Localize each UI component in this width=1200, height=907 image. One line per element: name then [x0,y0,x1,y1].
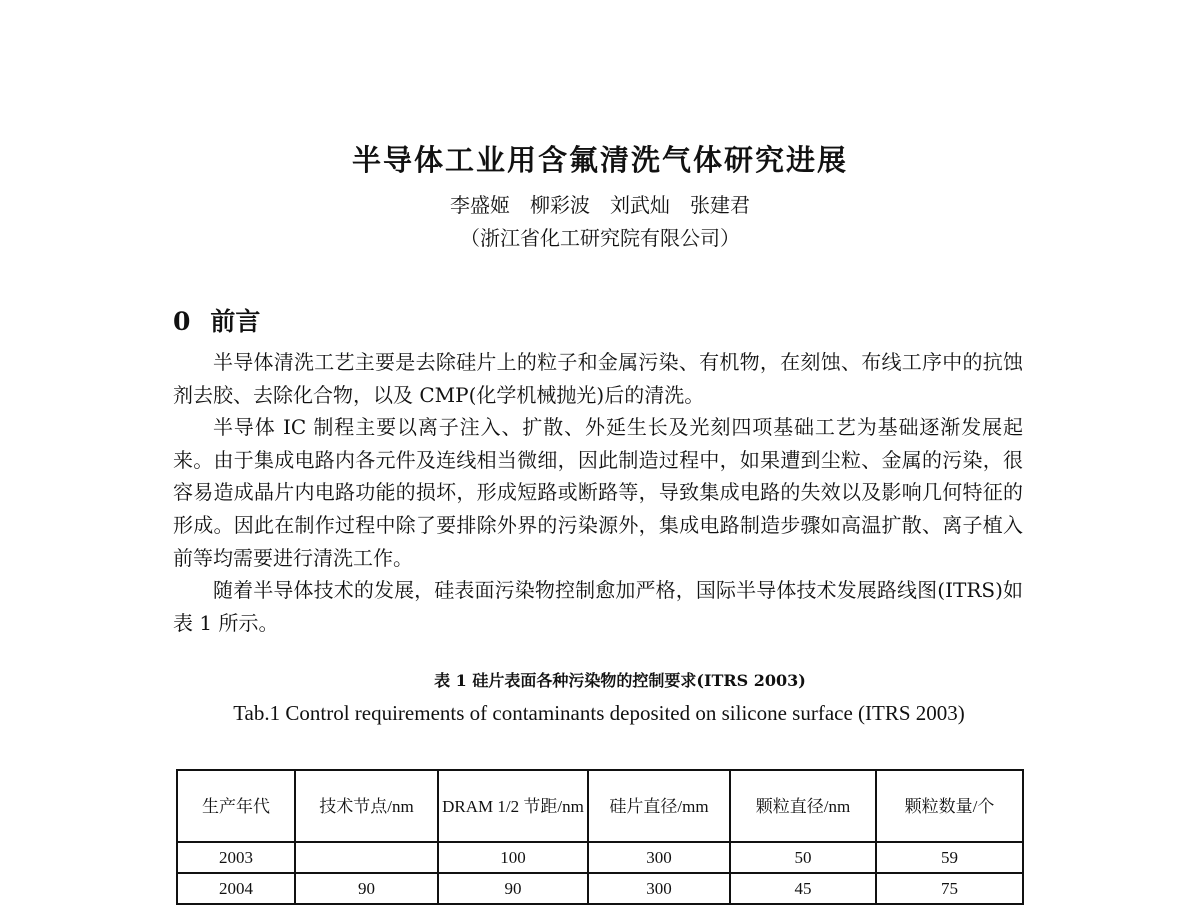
cell-tech-node: 90 [295,873,438,904]
table-caption-english: Tab.1 Control requirements of contaminants deposited on silicone surface (ITRS 2003) [233,701,965,725]
cell-wafer-diameter: 300 [588,842,730,873]
table-row [177,873,1023,904]
table-row [177,842,1023,873]
paragraph-1: 半导体清洗工艺主要是去除硅片上的粒子和金属污染、有机物，在刻蚀、布线工序中的抗蚀剂去胶、去除化合物，以及 CMP(化学机械抛光)后的清洗。 [173,350,1023,407]
cell-particle-diameter: 45 [730,873,876,904]
cell-wafer-diameter: 300 [588,873,730,904]
header-dram-pitch: DRAM 1/2 节距/nm [438,770,588,842]
header-year: 生产年代 [177,770,295,842]
contaminant-control-table [176,769,1024,905]
header-tech-node: 技术节点/nm [295,770,438,842]
cell-particle-diameter: 50 [730,842,876,873]
paragraph-2: 半导体 IC 制程主要以离子注入、扩散、外延生长及光刻四项基础工艺为基础逐渐发展起来。由于集成电路内各元件及连线相当微细，因此制造过程中，如果遭到尘粒、金属的污染，很容易造成晶片内电路功能的损坏，形成短路或断路等，导致集成电路的失效以及影响几何特征的形成。因此在制作过程中除了要排除外界的污染源外，集成电路制造步骤如高温扩散、离子植入前等均需要进行清洗工作。 [173,415,1023,570]
affiliation: （浙江省化工研究院有限公司） [460,226,740,250]
header-particle-count: 颗粒数量/个 [876,770,1023,842]
section-number: 0 [173,307,191,336]
header-wafer-diameter: 硅片直径/mm [588,770,730,842]
cell-year: 2003 [177,842,295,873]
header-particle-diameter: 颗粒直径/nm [730,770,876,842]
cell-year: 2004 [177,873,295,904]
cell-dram-pitch: 90 [438,873,588,904]
table-caption-chinese: 表 1 硅片表面各种污染物的控制要求(ITRS 2003) [434,671,806,690]
paragraph-3: 随着半导体技术的发展，硅表面污染物控制愈加严格，国际半导体技术发展路线图(ITRS)如表 1 所示。 [173,578,1023,635]
cell-dram-pitch: 100 [438,842,588,873]
section-heading [173,302,260,338]
body-text [173,346,1023,639]
cell-particle-count: 59 [876,842,1023,873]
cell-particle-count: 75 [876,873,1023,904]
table-header-row [177,770,1023,842]
author-list: 李盛姬 柳彩波 刘武灿 张建君 [450,193,750,217]
cell-tech-node [295,842,438,873]
paper-title: 半导体工业用含氟清洗气体研究进展 [351,143,848,177]
section-title: 前言 [210,307,261,336]
